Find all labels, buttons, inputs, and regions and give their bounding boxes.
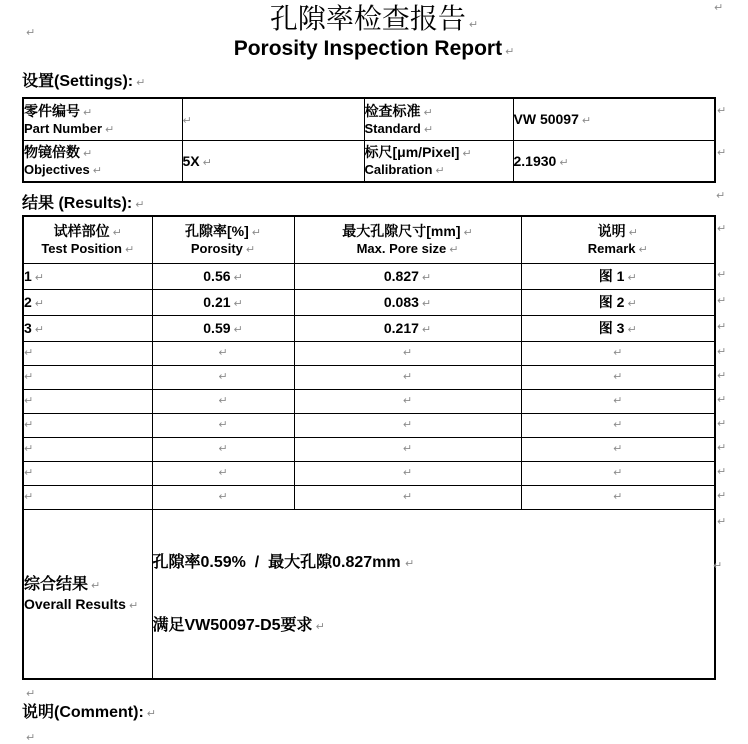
paragraph-mark: ↵	[26, 686, 36, 700]
row-end-mark: ↵	[717, 465, 727, 478]
remark-cell	[521, 263, 715, 289]
paragraph-mark: ↵	[218, 466, 228, 479]
paragraph-mark: ↵	[402, 442, 413, 455]
header-text: 说明	[597, 223, 626, 240]
header-porosity	[152, 216, 294, 263]
results-heading	[22, 194, 748, 214]
paragraph-mark: ↵	[402, 346, 413, 359]
header-test-position	[23, 216, 152, 263]
paragraph-mark: ↵	[449, 243, 459, 257]
result-row-2	[23, 289, 715, 315]
cell-text: 0.59	[203, 320, 231, 336]
row-end-mark: ↵	[717, 268, 727, 281]
paragraph-mark: ↵	[136, 76, 146, 89]
empty-result-row	[23, 413, 715, 437]
empty-cell	[23, 437, 152, 461]
settings-heading	[22, 72, 748, 92]
empty-cell	[23, 365, 152, 389]
test-position-cell	[23, 315, 152, 341]
row-end-mark: ↵	[717, 489, 727, 502]
header-cn	[24, 222, 152, 241]
header-text: Porosity	[190, 241, 243, 257]
paragraph-mark: ↵	[91, 579, 101, 592]
paragraph-mark: ↵	[405, 556, 415, 570]
paragraph-mark: ↵	[713, 559, 723, 572]
result-row-3	[23, 315, 715, 341]
paragraph-mark: ↵	[463, 226, 473, 240]
paragraph-mark: ↵	[638, 243, 648, 257]
paragraph-mark: ↵	[402, 490, 413, 503]
paragraph-mark: ↵	[468, 18, 479, 31]
overall-results-label-cell	[23, 509, 152, 679]
empty-cell	[152, 485, 294, 509]
paragraph-mark: ↵	[83, 147, 93, 161]
paragraph-mark: ↵	[202, 155, 212, 169]
empty-cell	[23, 485, 152, 509]
paragraph-mark: ↵	[613, 418, 623, 431]
cell-text: 0.56	[203, 268, 231, 284]
empty-cell	[294, 461, 521, 485]
paragraph-mark: ↵	[24, 418, 34, 431]
remark-cell	[521, 289, 715, 315]
empty-result-row	[23, 437, 715, 461]
overall-label-en	[24, 595, 152, 613]
row-end-mark: ↵	[717, 320, 727, 333]
part-number-label-en	[24, 121, 182, 137]
paragraph-mark: ↵	[613, 370, 623, 383]
comment-heading	[22, 703, 748, 723]
paragraph-mark: ↵	[24, 490, 34, 503]
empty-cell	[521, 485, 715, 509]
standard-label-cn	[365, 102, 513, 121]
header-en	[24, 241, 152, 257]
empty-cell	[23, 461, 152, 485]
empty-paragraph	[26, 686, 748, 700]
results-header-row	[23, 216, 715, 263]
cell-text: 0.21	[203, 294, 231, 310]
paragraph-mark: ↵	[218, 370, 228, 383]
paragraph-mark: ↵	[716, 189, 726, 202]
paragraph-mark: ↵	[613, 466, 623, 479]
porosity-cell	[152, 289, 294, 315]
empty-paragraph	[26, 730, 748, 744]
row-end-mark: ↵	[717, 104, 727, 117]
empty-result-row	[23, 461, 715, 485]
label-text: Calibration	[364, 162, 433, 178]
paragraph-mark: ↵	[423, 105, 433, 119]
settings-row	[23, 98, 715, 140]
objectives-label-cn	[24, 143, 182, 162]
cell-text: 0.217	[383, 320, 419, 336]
paragraph-mark: ↵	[24, 370, 34, 383]
row-end-mark: ↵	[717, 294, 727, 307]
settings-heading-text: 设置(Settings):	[22, 73, 134, 90]
paragraph-mark: ↵	[24, 442, 34, 455]
pore-size-cell	[294, 289, 521, 315]
paragraph-mark: ↵	[218, 490, 228, 503]
empty-cell	[521, 365, 715, 389]
report-title-en	[0, 36, 748, 62]
paragraph-mark: ↵	[128, 599, 139, 612]
paragraph-mark: ↵	[233, 297, 243, 310]
header-text: 孔隙率[%]	[185, 223, 249, 240]
cell-text: 3	[24, 320, 32, 336]
header-text: Test Position	[41, 241, 122, 257]
calibration-label-cell	[364, 140, 513, 182]
empty-cell	[152, 437, 294, 461]
value-text: 满足VW50097-D5要求	[152, 616, 313, 634]
pore-size-cell	[294, 263, 521, 289]
header-en	[522, 241, 715, 257]
cell-text: 图 3	[598, 320, 625, 336]
objectives-label-en	[24, 162, 182, 178]
paragraph-mark: ↵	[218, 346, 228, 359]
paragraph-mark: ↵	[233, 323, 243, 336]
report-title-en-text: Porosity Inspection Report	[233, 37, 503, 60]
paragraph-mark: ↵	[613, 394, 623, 407]
paragraph-mark: ↵	[421, 323, 432, 336]
overall-line2	[153, 615, 715, 636]
paragraph-mark: ↵	[218, 394, 228, 407]
paragraph-mark: ↵	[34, 297, 45, 310]
paragraph-mark: ↵	[613, 442, 623, 455]
paragraph-mark: ↵	[34, 271, 45, 284]
empty-cell	[294, 341, 521, 365]
cell-text: 0.083	[383, 294, 419, 310]
empty-cell	[521, 413, 715, 437]
label-text: Overall Results	[24, 596, 126, 612]
label-text: Part Number	[24, 120, 103, 136]
empty-result-row	[23, 485, 715, 509]
porosity-cell	[152, 315, 294, 341]
pore-size-cell	[294, 315, 521, 341]
empty-cell	[23, 413, 152, 437]
overall-label-cn	[24, 574, 152, 595]
label-text: 检查标准	[364, 102, 421, 119]
paragraph-mark: ↵	[402, 418, 413, 431]
paragraph-mark: ↵	[613, 490, 623, 503]
report-title-cn-text: 孔隙率检查报告	[269, 4, 466, 35]
paragraph-mark: ↵	[218, 442, 228, 455]
report-title-cn	[0, 0, 748, 39]
paragraph-mark: ↵	[402, 394, 413, 407]
paragraph-mark: ↵	[34, 323, 45, 336]
standard-value-cell	[513, 98, 715, 140]
paragraph-mark: ↵	[627, 297, 637, 310]
paragraph-mark: ↵	[559, 155, 569, 169]
paragraph-mark: ↵	[26, 730, 36, 744]
paragraph-mark: ↵	[105, 122, 115, 136]
empty-cell	[294, 413, 521, 437]
result-row-1	[23, 263, 715, 289]
paragraph-mark: ↵	[402, 466, 413, 479]
row-end-mark: ↵	[717, 393, 727, 406]
label-text: 标尺[μm/Pixel]	[364, 144, 460, 161]
paragraph-mark: ↵	[251, 226, 261, 240]
remark-cell	[521, 315, 715, 341]
comment-heading-text: 说明(Comment):	[22, 703, 144, 721]
empty-result-row	[23, 365, 715, 389]
header-text: Max. Pore size	[356, 241, 447, 257]
header-cn	[522, 222, 715, 241]
paragraph-mark: ↵	[627, 323, 637, 336]
part-number-label-cn	[24, 102, 182, 121]
paragraph-mark: ↵	[627, 271, 637, 284]
paragraph-mark: ↵	[505, 45, 515, 58]
porosity-cell	[152, 263, 294, 289]
empty-cell	[152, 365, 294, 389]
overall-results-value-cell	[152, 509, 715, 679]
paragraph-mark: ↵	[26, 26, 36, 39]
row-end-mark: ↵	[717, 222, 727, 235]
calibration-label-en	[365, 162, 513, 178]
paragraph-mark: ↵	[714, 1, 724, 14]
paragraph-mark: ↵	[92, 164, 102, 178]
cell-text: 2	[24, 294, 32, 310]
paragraph-mark: ↵	[613, 346, 623, 359]
results-heading-text: 结果 (Results):	[22, 195, 133, 212]
paragraph-mark: ↵	[146, 706, 156, 720]
empty-cell	[152, 461, 294, 485]
calibration-label-cn	[365, 143, 513, 162]
row-end-mark: ↵	[717, 369, 727, 382]
empty-cell	[521, 437, 715, 461]
label-text: 物镜倍数	[24, 144, 80, 161]
paragraph-mark: ↵	[83, 105, 93, 119]
calibration-value-cell	[513, 140, 715, 182]
paragraph-mark: ↵	[124, 243, 135, 257]
value-text: 孔隙率0.59% / 最大孔隙0.827mm	[152, 553, 406, 571]
row-end-mark: ↵	[717, 441, 727, 454]
empty-cell	[152, 389, 294, 413]
empty-cell	[294, 365, 521, 389]
label-text: Standard	[364, 120, 421, 136]
empty-result-row	[23, 341, 715, 365]
label-text: Objectives	[24, 162, 90, 178]
empty-cell	[152, 413, 294, 437]
paragraph-mark: ↵	[462, 147, 472, 161]
paragraph-mark: ↵	[245, 243, 256, 257]
paragraph-mark: ↵	[233, 271, 243, 284]
settings-table	[22, 97, 716, 183]
value-text: 5X	[182, 152, 200, 169]
row-end-mark: ↵	[717, 146, 727, 159]
paragraph-mark: ↵	[581, 114, 592, 128]
row-end-mark: ↵	[717, 417, 727, 430]
paragraph-mark: ↵	[218, 418, 228, 431]
empty-cell	[521, 341, 715, 365]
paragraph-mark: ↵	[315, 619, 325, 633]
header-text: Remark	[587, 241, 636, 257]
paragraph-mark: ↵	[112, 226, 122, 240]
paragraph-mark: ↵	[24, 394, 34, 407]
empty-cell	[294, 437, 521, 461]
paragraph-mark: ↵	[182, 114, 192, 128]
cell-text: 图 2	[598, 294, 625, 310]
value-text: VW 50097	[513, 111, 579, 128]
paragraph-mark: ↵	[435, 164, 445, 178]
part-number-value-cell	[182, 98, 364, 140]
value-text: 2.1930	[513, 152, 557, 169]
row-end-mark: ↵	[717, 345, 727, 358]
cell-text: 1	[24, 268, 32, 284]
standard-label-en	[365, 121, 513, 137]
empty-cell	[23, 389, 152, 413]
empty-cell	[521, 389, 715, 413]
empty-result-row	[23, 389, 715, 413]
test-position-cell	[23, 289, 152, 315]
header-remark	[521, 216, 715, 263]
row-end-mark: ↵	[717, 515, 727, 528]
empty-cell	[23, 341, 152, 365]
empty-cell	[521, 461, 715, 485]
header-en	[153, 241, 294, 257]
paragraph-mark: ↵	[628, 226, 638, 240]
test-position-cell	[23, 263, 152, 289]
paragraph-mark: ↵	[421, 297, 432, 310]
empty-cell	[294, 389, 521, 413]
cell-text: 0.827	[383, 268, 419, 284]
paragraph-mark: ↵	[24, 346, 34, 359]
empty-cell	[294, 485, 521, 509]
header-text: 试样部位	[53, 223, 110, 240]
header-cn	[295, 222, 521, 241]
objectives-label-cell	[23, 140, 182, 182]
label-text: 综合结果	[24, 576, 89, 593]
cell-text: 图 1	[598, 268, 625, 284]
empty-cell	[152, 341, 294, 365]
label-text: 零件编号	[24, 102, 80, 119]
results-table	[22, 215, 716, 680]
header-text: 最大孔隙尺寸[mm]	[342, 223, 461, 240]
part-number-label-cell	[23, 98, 182, 140]
paragraph-mark: ↵	[135, 198, 145, 211]
header-max-pore-size	[294, 216, 521, 263]
overall-line1	[153, 552, 715, 573]
paragraph-mark: ↵	[24, 466, 34, 479]
settings-row	[23, 140, 715, 182]
paragraph-mark: ↵	[402, 370, 413, 383]
paragraph-mark: ↵	[421, 271, 432, 284]
overall-results-row	[23, 509, 715, 679]
objectives-value-cell	[182, 140, 364, 182]
header-cn	[153, 222, 294, 241]
standard-label-cell	[364, 98, 513, 140]
paragraph-mark: ↵	[423, 122, 434, 136]
header-en	[295, 241, 521, 257]
